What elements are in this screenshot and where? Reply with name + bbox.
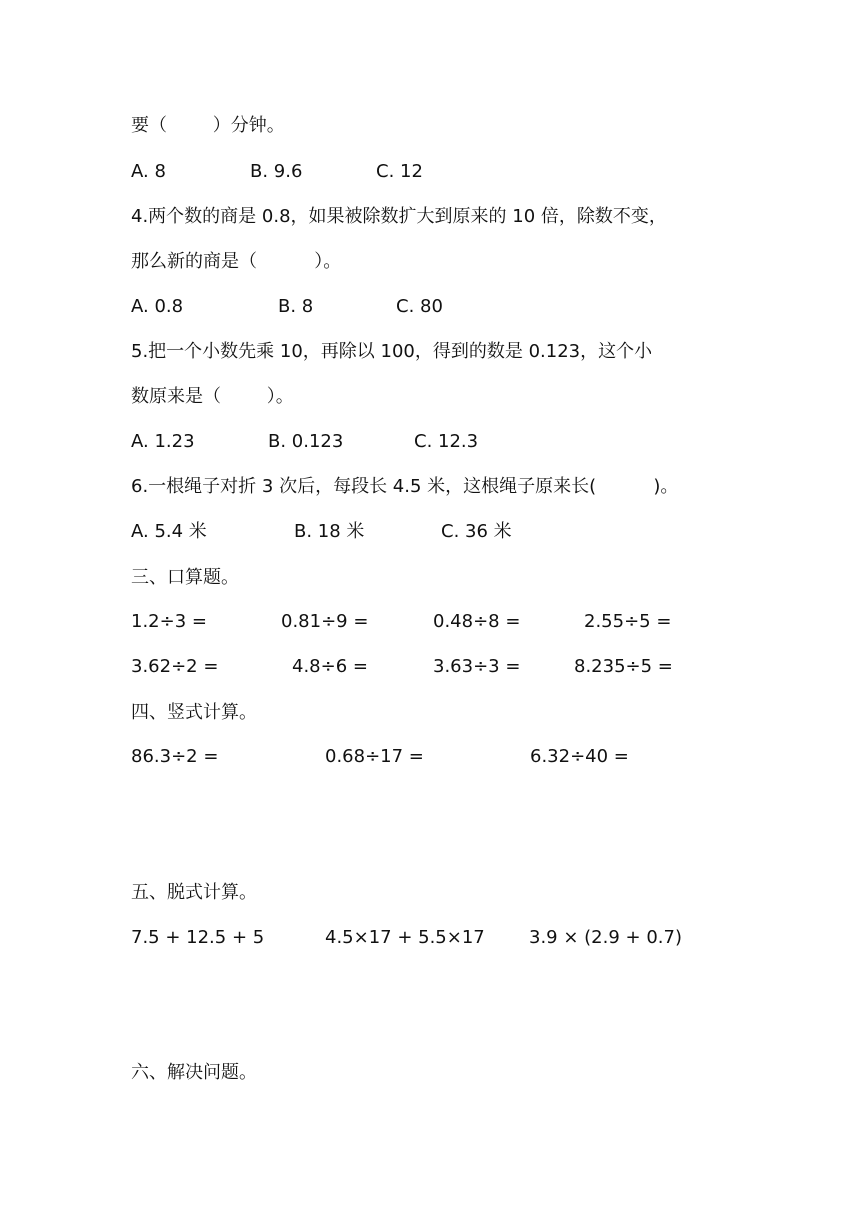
oral-calc-4: 2.55÷5 = bbox=[584, 611, 672, 632]
q5-option-c: C. 12.3 bbox=[414, 431, 479, 452]
vertical-calc-2: 0.68÷17 = bbox=[325, 746, 424, 767]
stepwise-calc-3: 3.9 × (2.9 + 0.7) bbox=[529, 927, 682, 948]
q3-option-a: A. 8 bbox=[131, 161, 166, 182]
vertical-calc-1: 86.3÷2 = bbox=[131, 746, 219, 767]
question-4-line-1: 4.两个数的商是 0.8，如果被除数扩大到原来的 10 倍，除数不变， bbox=[131, 206, 667, 227]
oral-calc-3: 0.48÷8 = bbox=[433, 611, 521, 632]
oral-calc-1: 1.2÷3 = bbox=[131, 611, 207, 632]
stepwise-calc-2: 4.5×17 + 5.5×17 bbox=[325, 927, 485, 948]
q6-option-c: C. 36 米 bbox=[441, 521, 512, 542]
section-5-title: 五、脱式计算。 bbox=[131, 882, 257, 903]
section-6-title: 六、解决问题。 bbox=[131, 1062, 257, 1083]
q4-option-a: A. 0.8 bbox=[131, 296, 184, 317]
q3-option-b: B. 9.6 bbox=[250, 161, 303, 182]
section-3-title: 三、口算题。 bbox=[131, 567, 239, 588]
vertical-calc-3: 6.32÷40 = bbox=[530, 746, 629, 767]
q6-option-b: B. 18 米 bbox=[294, 521, 365, 542]
question-5-line-2: 数原来是（ ）。 bbox=[131, 386, 294, 407]
oral-calc-7: 3.63÷3 = bbox=[433, 656, 521, 677]
question-3-tail: 要（ ）分钟。 bbox=[131, 115, 285, 136]
section-4-title: 四、竖式计算。 bbox=[131, 702, 257, 723]
q3-option-c: C. 12 bbox=[376, 161, 423, 182]
stepwise-calc-1: 7.5 + 12.5 + 5 bbox=[131, 927, 265, 948]
q5-option-b: B. 0.123 bbox=[268, 431, 344, 452]
question-5-line-1: 5.把一个小数先乘 10，再除以 100，得到的数是 0.123，这个小 bbox=[131, 341, 653, 362]
oral-calc-2: 0.81÷9 = bbox=[281, 611, 369, 632]
q5-option-a: A. 1.23 bbox=[131, 431, 195, 452]
oral-calc-8: 8.235÷5 = bbox=[574, 656, 673, 677]
question-6-line-1: 6.一根绳子对折 3 次后，每段长 4.5 米，这根绳子原来长( )。 bbox=[131, 476, 679, 497]
q6-option-a: A. 5.4 米 bbox=[131, 521, 207, 542]
oral-calc-6: 4.8÷6 = bbox=[292, 656, 368, 677]
oral-calc-5: 3.62÷2 = bbox=[131, 656, 219, 677]
q4-option-c: C. 80 bbox=[396, 296, 443, 317]
question-4-line-2: 那么新的商是（ ）。 bbox=[131, 251, 342, 272]
q4-option-b: B. 8 bbox=[278, 296, 314, 317]
